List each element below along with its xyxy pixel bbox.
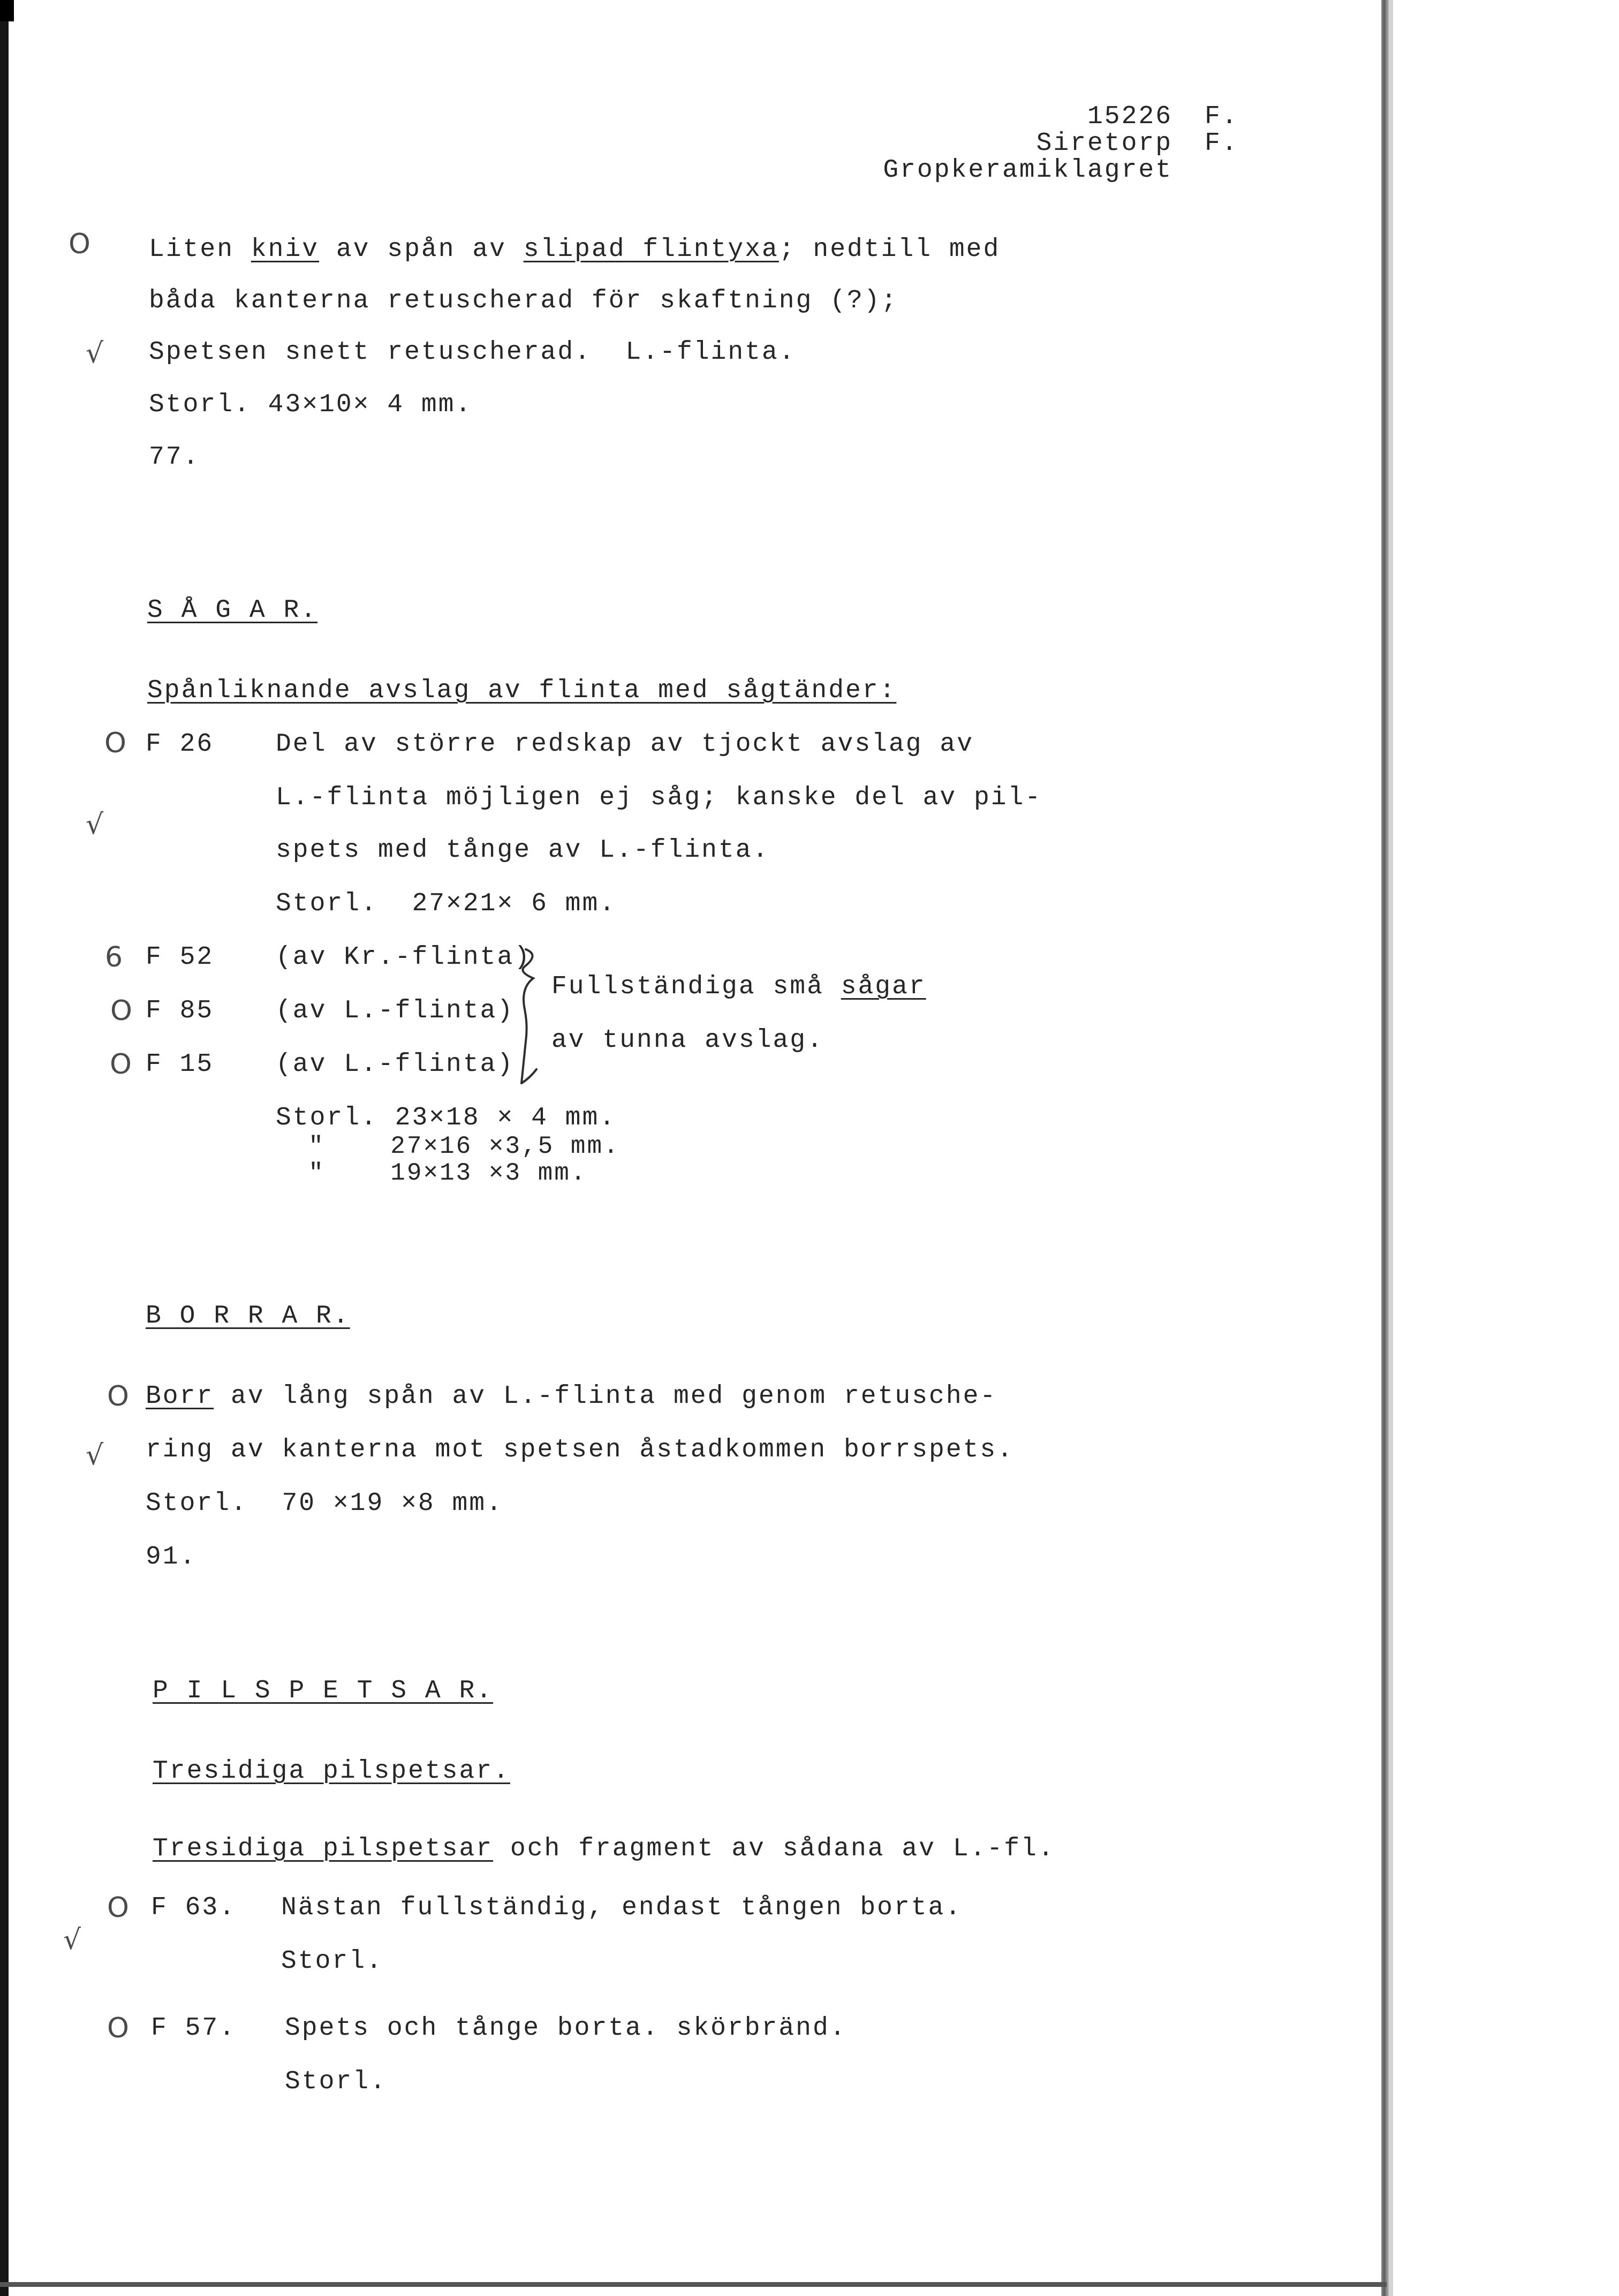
f26-size: Storl. 27×21× 6 mm. — [276, 889, 617, 918]
pilspetsar-subheading-2: Tresidiga pilspetsar och fragment av sådana av L.-fl. — [153, 1834, 1055, 1863]
f26-line-1: Del av större redskap av tjockt avslag av — [276, 730, 974, 759]
saw-note-line-1: Fullständiga små sågar — [551, 972, 926, 1001]
f63-size: Storl. — [281, 1947, 383, 1976]
f26-id: F 26 — [146, 730, 214, 759]
margin-circle-mark: O — [110, 995, 132, 1027]
knife-line-2: båda kanterna retuscherad för skaftning (?); — [149, 286, 898, 315]
catalog-number: 15226 — [1087, 102, 1172, 131]
layer-name: Gropkeramiklagret — [883, 156, 1172, 185]
knife-reference: 77. — [149, 443, 200, 472]
section-heading-sagar: S Å G A R. — [147, 596, 318, 625]
f63-text: Nästan fullständig, endast tången borta. — [281, 1893, 963, 1922]
f57-text: Spets och tånge borta. skörbränd. — [285, 2014, 847, 2043]
borr-line-2: ring av kanterna mot spetsen åstadkommen borrspets. — [146, 1436, 1015, 1464]
f63-id: F 63. — [151, 1893, 237, 1922]
scan-bottom-edge — [0, 2282, 1387, 2287]
saw-note-line-2: av tunna avslag. — [551, 1026, 824, 1055]
knife-line-1: Liten kniv av spån av slipad flintyxa; nedtill med — [149, 235, 1001, 264]
f57-id: F 57. — [151, 2014, 237, 2043]
scan-left-corner — [0, 0, 14, 21]
margin-circle-mark: O — [104, 727, 126, 759]
f26-line-3: spets med tånge av L.-flinta. — [276, 836, 770, 865]
scan-right-shadow — [1389, 0, 1393, 2296]
saw-size-2: " 27×16 ×3,5 mm. — [276, 1132, 620, 1160]
section-heading-borrar: B O R R A R. — [146, 1302, 350, 1331]
margin-circle-mark: O — [110, 1048, 132, 1081]
f85-material: (av L.-flinta) — [276, 996, 515, 1025]
f52-material: (av Kr.-flinta) — [276, 943, 532, 972]
sagar-subheading: Spånliknande avslag av flinta med sågtänder: — [147, 676, 897, 705]
saw-size-1: Storl. 23×18 × 4 mm. — [276, 1104, 617, 1132]
f15-material: (av L.-flinta) — [276, 1050, 515, 1079]
section-heading-pilspetsar: P I L S P E T S A R. — [153, 1676, 494, 1705]
margin-circle-mark: O — [107, 2012, 129, 2044]
site-name: Siretorp — [1036, 129, 1172, 158]
margin-check-mark: √ — [63, 1924, 81, 1956]
scan-left-edge — [0, 0, 9, 2296]
margin-circle-mark: O — [107, 1892, 129, 1924]
handwritten-brace — [514, 945, 551, 1087]
scan-right-edge — [1381, 0, 1389, 2296]
f26-line-2: L.-flinta möjligen ej såg; kanske del av pil- — [276, 783, 1042, 812]
f85-id: F 85 — [146, 996, 214, 1025]
margin-check-mark: √ — [86, 809, 104, 841]
saw-size-3: " 19×13 ×3 mm. — [276, 1159, 587, 1187]
f15-id: F 15 — [146, 1050, 214, 1079]
borr-reference: 91. — [146, 1543, 197, 1572]
margin-circle-mark: O — [69, 228, 90, 260]
borr-line-1: Borr av lång spån av L.-flinta med genom retusche- — [146, 1382, 997, 1411]
margin-check-mark: √ — [86, 1439, 104, 1471]
borr-size: Storl. 70 ×19 ×8 mm. — [146, 1489, 503, 1518]
header-suffix-2: F. — [1205, 129, 1239, 158]
margin-six-mark: 6 — [105, 941, 123, 973]
f52-id: F 52 — [146, 943, 214, 972]
header-suffix-1: F. — [1205, 102, 1239, 131]
margin-circle-mark: O — [107, 1380, 129, 1413]
pilspetsar-subheading: Tresidiga pilspetsar. — [153, 1757, 510, 1786]
margin-check-mark: √ — [86, 337, 104, 369]
knife-line-3: Spetsen snett retuscherad. L.-flinta. — [149, 338, 796, 367]
knife-size: Storl. 43×10× 4 mm. — [149, 390, 473, 419]
f57-size: Storl. — [285, 2067, 387, 2096]
